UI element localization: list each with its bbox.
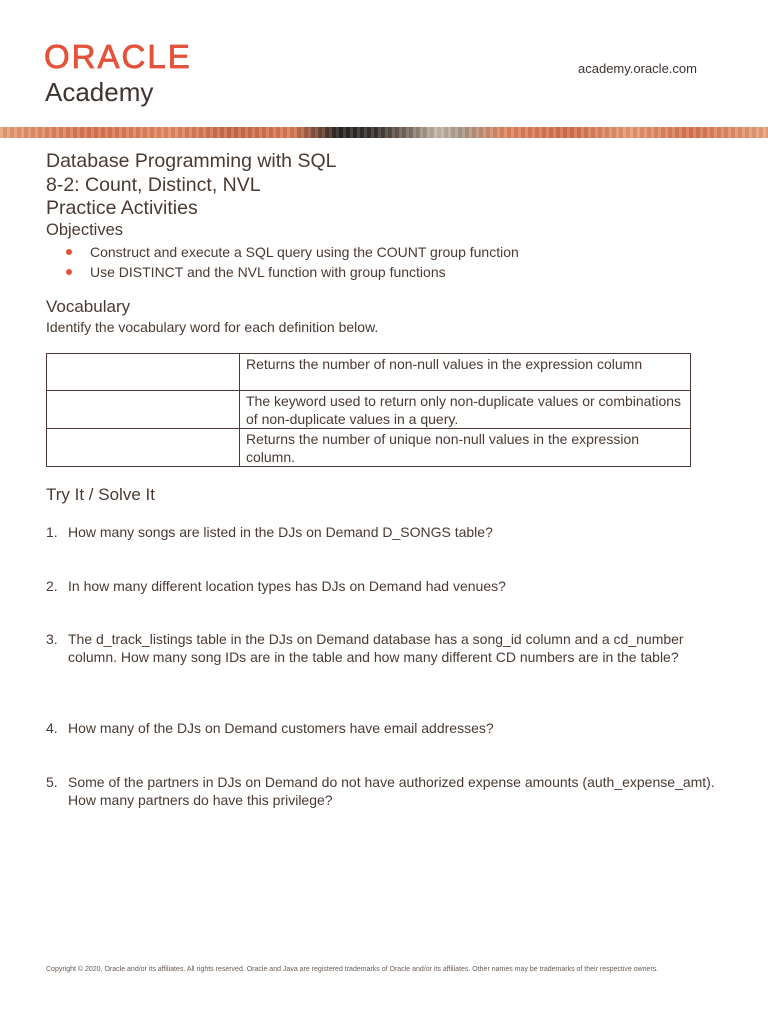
- header-url: academy.oracle.com: [578, 61, 697, 76]
- course-title: Database Programming with SQL: [46, 150, 337, 172]
- question-number: 4.: [46, 720, 58, 736]
- question-item: [46, 523, 726, 541]
- question-item: [46, 630, 726, 666]
- question-number: 5.: [46, 774, 58, 790]
- question-item: [46, 773, 726, 809]
- table-row: [47, 391, 691, 429]
- vocabulary-table: [46, 353, 691, 467]
- vocab-answer-cell[interactable]: [47, 391, 240, 429]
- objectives-list: [66, 243, 519, 282]
- table-row: [47, 429, 691, 467]
- lesson-title: 8-2: Count, Distinct, NVL: [46, 174, 261, 196]
- vocab-answer-cell[interactable]: [47, 354, 240, 391]
- vocabulary-intro: Identify the vocabulary word for each definition below.: [46, 319, 379, 335]
- objective-text: Construct and execute a SQL query using the COUNT group function: [90, 244, 519, 260]
- objectives-heading: Objectives: [46, 221, 124, 239]
- question-item: [46, 719, 726, 737]
- table-row: [47, 354, 691, 391]
- vocab-definition-cell: Returns the number of unique non-null values in the expression column.: [240, 429, 691, 467]
- bullet-icon: [66, 269, 72, 275]
- objective-item: [66, 263, 519, 283]
- question-item: [46, 577, 726, 595]
- objective-item: [66, 243, 519, 263]
- question-text: How many of the DJs on Demand customers have email addresses?: [68, 720, 494, 736]
- question-text: In how many different location types has DJs on Demand had venues?: [68, 578, 506, 594]
- bullet-icon: [66, 249, 72, 255]
- question-text: How many songs are listed in the DJs on Demand D_SONGS table?: [68, 524, 493, 540]
- question-text: Some of the partners in DJs on Demand do not have authorized expense amounts (auth_expense_amt). How many partners do have this privilege?: [68, 774, 715, 808]
- vocab-definition-cell: Returns the number of non-null values in the expression column: [240, 354, 691, 391]
- try-it-heading: Try It / Solve It: [46, 485, 155, 504]
- vocab-answer-cell[interactable]: [47, 429, 240, 467]
- question-number: 1.: [46, 524, 58, 540]
- question-number: 3.: [46, 631, 58, 647]
- vocab-definition-cell: The keyword used to return only non-duplicate values or combinations of non-duplicate values in a query.: [240, 391, 691, 429]
- question-text: The d_track_listings table in the DJs on Demand database has a song_id column and a cd_number column. How many song IDs are in the table and how many different CD numbers are in the table?: [68, 631, 684, 665]
- academy-wordmark: Academy: [45, 77, 154, 107]
- objective-text: Use DISTINCT and the NVL function with group functions: [90, 263, 446, 280]
- activity-title: Practice Activities: [46, 197, 198, 219]
- question-number: 2.: [46, 578, 58, 594]
- copyright-notice: Copyright © 2020, Oracle and/or its affiliates. All rights reserved. Oracle and Java are registered trademarks of Oracle and/or its affiliates. Other names may be trademarks of their respective owners.: [46, 966, 659, 973]
- vocabulary-heading: Vocabulary: [46, 297, 131, 316]
- decorative-banner-texture: [0, 127, 768, 138]
- oracle-wordmark: ORACLE: [44, 38, 192, 75]
